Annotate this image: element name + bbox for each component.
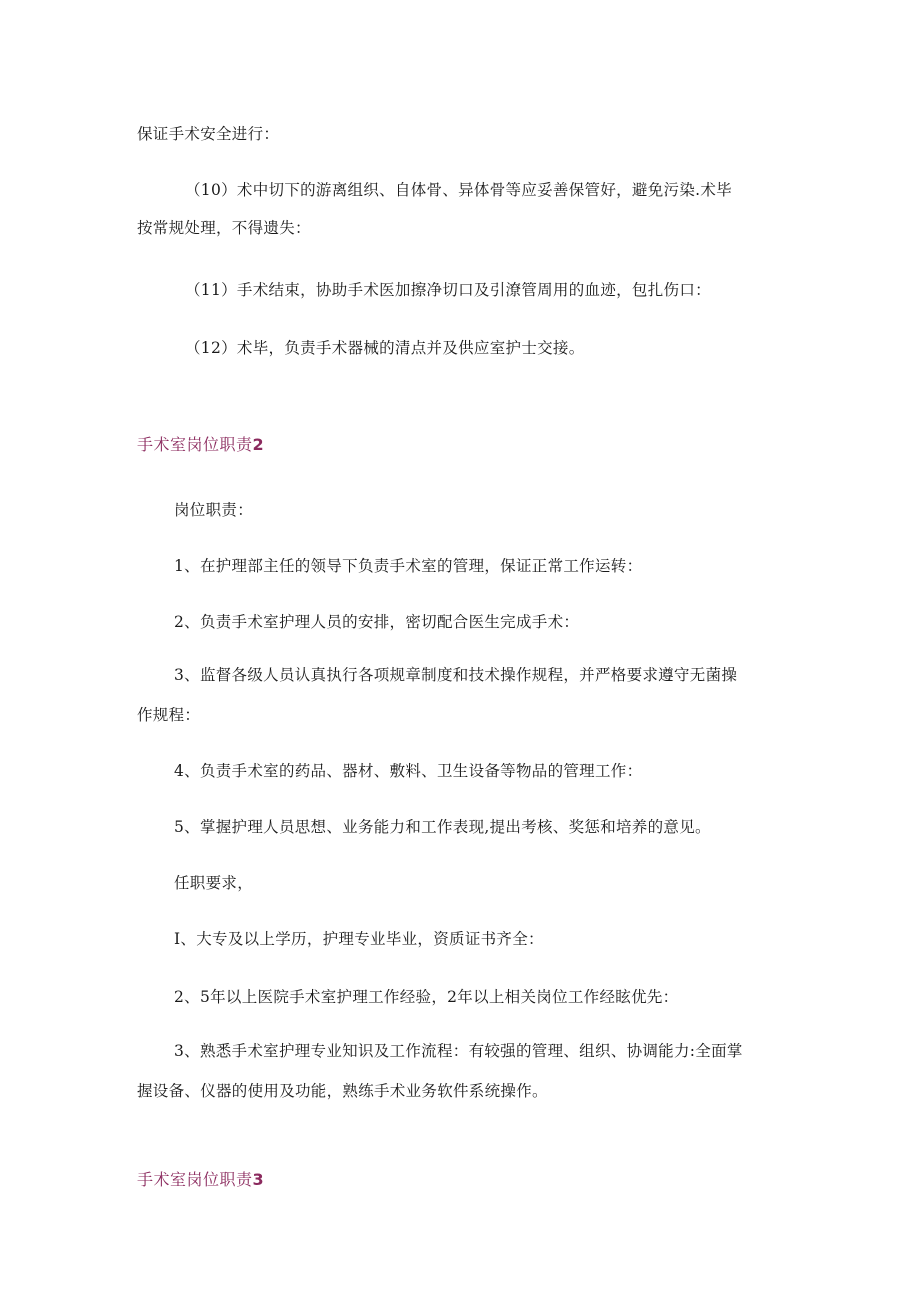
requirement-item-3-line1: 3、熟悉手术室护理专业知识及工作流程：有较强的管理、组织、协调能力:全面掌 — [174, 1042, 743, 1060]
paragraph-intro: 保证手术安全进行： — [137, 125, 280, 143]
requirements-title: 任职要求， — [174, 874, 254, 892]
duty-item-3-line2: 作规程： — [137, 706, 201, 724]
duty-item-5: 5、掌握护理人员思想、业务能力和工作表现,提出考核、奖惩和培养的意见。 — [174, 818, 711, 836]
paragraph-item-11: （11）手术结束，协助手术医加擦净切口及引潦管周用的血迹，包扎伤口： — [185, 281, 711, 299]
section-heading-2-text: 手术室岗位职责 — [137, 435, 253, 454]
paragraph-item-10-line1: （10）术中切下的游离组织、自体骨、异体骨等应妥善保管好，避免污染.术毕 — [185, 181, 732, 199]
requirement-item-3-line2: 握设备、仪器的使用及功能，熟练手术业务软件系统操作。 — [137, 1082, 548, 1100]
duties-title: 岗位职责： — [174, 501, 254, 519]
duty-item-1: 1、在护理部主任的领导下负责手术室的管理，保证正常工作运转： — [174, 557, 643, 575]
requirement-item-1: I、大专及以上学历，护理专业毕业，资质证书齐全： — [174, 930, 544, 948]
duty-item-3-line1: 3、监督各级人员认真执行各项规章制度和技术操作规程，并严格要求遵守无菌操 — [174, 666, 738, 684]
section-heading-3 — [137, 1170, 264, 1190]
duty-item-4: 4、负责手术室的药品、器材、敷料、卫生设备等物品的管理工作： — [174, 762, 643, 780]
section-heading-3-text: 手术室岗位职责 — [137, 1170, 253, 1189]
paragraph-item-10-line2: 按常规处理，不得遗失： — [137, 219, 311, 237]
requirement-item-2: 2、5年以上医院手术室护理工作经验，2年以上相关岗位工作经眩优先： — [174, 988, 679, 1006]
section-heading-2-number: 2 — [252, 435, 265, 454]
paragraph-item-12: （12）术毕，负责手术器械的清点并及供应室护士交接。 — [185, 339, 585, 357]
duty-item-2: 2、负责手术室护理人员的安排，密切配合医生完成手术： — [174, 613, 580, 631]
section-heading-3-number: 3 — [252, 1170, 265, 1189]
section-heading-2 — [137, 435, 264, 455]
